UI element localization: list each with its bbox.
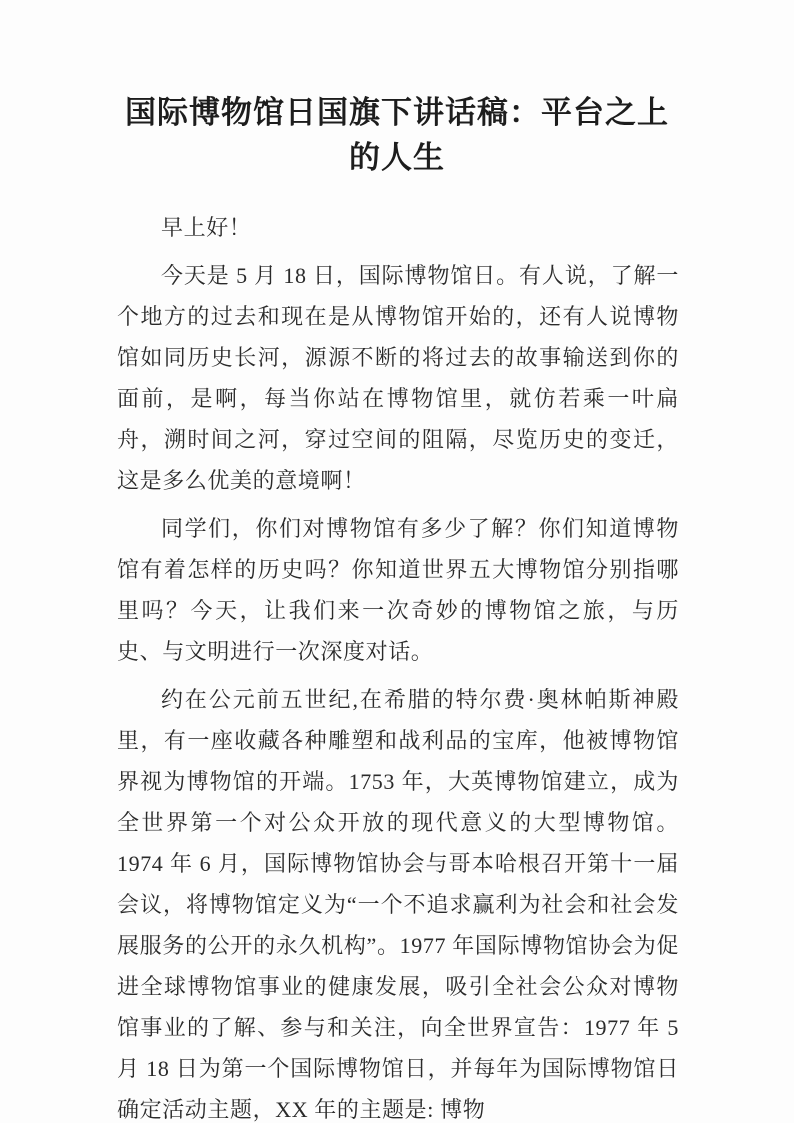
paragraph: 今天是 5 月 18 日，国际博物馆日。有人说，了解一个地方的过去和现在是从博物馆开始的，还有人说博物馆如同历史长河，源源不断的将过去的故事输送到你的面前，是啊，每当你站在博物馆里，就仿若乘一叶扁舟，溯时间之河，穿过空间的阻隔，尽览历史的变迁，这是多么优美的意境啊！	[117, 263, 679, 493]
paragraph: 早上好！	[161, 215, 252, 240]
paragraph: 同学们，你们对博物馆有多少了解？你们知道博物馆有着怎样的历史吗？你知道世界五大博物馆分别指哪里吗？今天，让我们来一次奇妙的博物馆之旅，与历史、与文明进行一次深度对话。	[117, 516, 679, 664]
title-line-1: 国际博物馆日国旗下讲话稿：平台之上	[125, 95, 669, 130]
document-title	[0, 0, 794, 180]
document-body	[117, 207, 679, 1123]
paragraph: 约在公元前五世纪,在希腊的特尔费·奥林帕斯神殿里，有一座收藏各种雕塑和战利品的宝库，他被博物馆界视为博物馆的开端。1753 年，大英博物馆建立，成为全世界第一个对公众开放的现代意义的大型博物馆。1974 年 6 月，国际博物馆协会与哥本哈根召开第十一届会议，将博物馆定义为“一个不追求赢利为社会和社会发展服务的公开的永久机构”。1977 年国际博物馆协会为促进全球博物馆事业的健康发展，吸引全社会公众对博物馆事业的了解、参与和关注，向全世界宣告：1977 年 5 月 18 日为第一个国际博物馆日，并每年为国际博物馆日确定活动主题，XX 年的主题是: 博物	[117, 687, 679, 1122]
title-line-2: 的人生	[349, 140, 445, 175]
